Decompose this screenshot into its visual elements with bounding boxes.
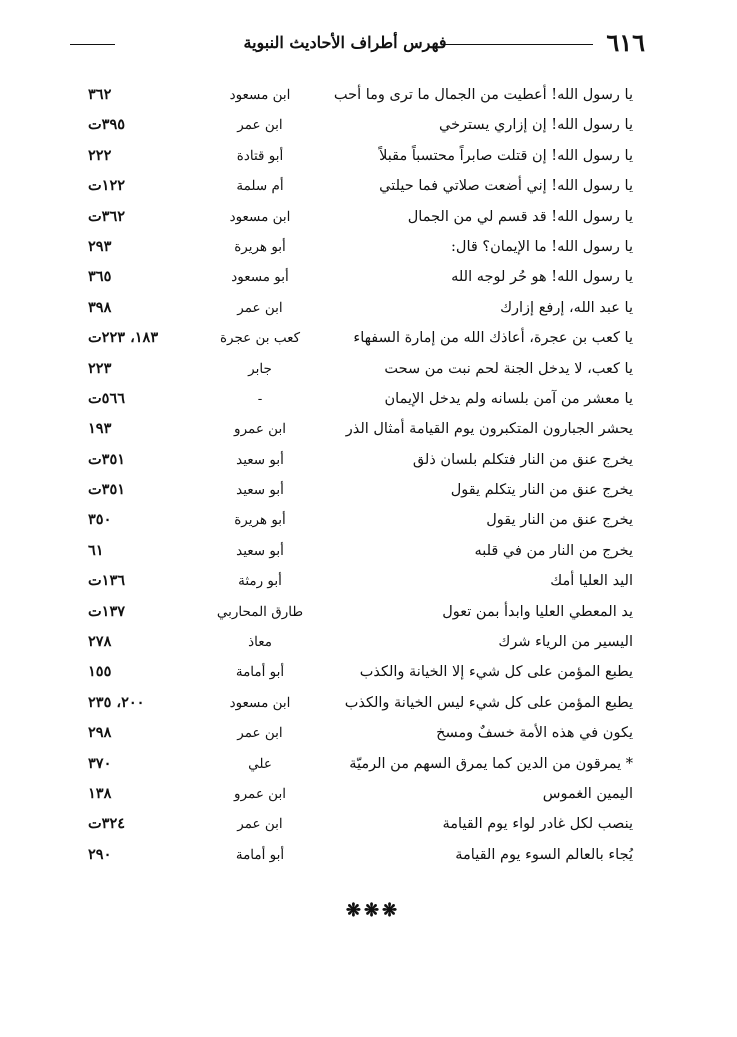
hadith-text: يا رسول الله! ما الإيمان؟ قال:	[451, 238, 633, 255]
hadith-text: يطبع المؤمن على كل شيء ليس الخيانة والكذب	[344, 694, 633, 711]
narrator-name: أبو هريرة	[234, 512, 286, 529]
page-reference: ٣٥١ت	[88, 481, 126, 499]
index-entry-row	[88, 840, 633, 870]
hadith-text: ينصب لكل غادر لواء يوم القيامة	[442, 816, 633, 833]
hadith-text: يا رسول الله! إن قتلت صابراً محتسباً مقبلاً	[379, 147, 633, 164]
hadith-text: يخرج من النار من في قلبه	[474, 542, 633, 559]
page-number: ٦١٦	[606, 28, 645, 57]
narrator-name: ابن عمرو	[234, 785, 286, 802]
index-entry-row	[88, 566, 633, 596]
narrator-name: أبو رمثة	[238, 573, 282, 590]
page-reference: ٣٢٤ت	[88, 815, 126, 833]
hadith-text: يخرج عنق من النار فتكلم بلسان ذلق	[412, 451, 633, 468]
narrator-name: علي	[248, 755, 272, 772]
hadith-text: يا كعب بن عجرة، أعاذك الله من إمارة السفهاء	[353, 330, 633, 347]
page-reference: ١٩٣	[88, 420, 112, 438]
hadith-index-list	[88, 80, 633, 870]
index-entry-row	[88, 232, 633, 262]
narrator-name: -	[257, 390, 263, 407]
hadith-text: يا عبد الله، إرفع إزارك	[500, 299, 633, 316]
page-reference: ٢٧٨	[88, 633, 112, 651]
hadith-text: يا رسول الله! أعطيت من الجمال ما ترى وما أحب	[333, 87, 633, 103]
index-entry-row	[88, 141, 633, 171]
index-entry-row	[88, 597, 633, 627]
hadith-text: يكون في هذه الأمة خسفٌ ومسخ	[436, 725, 633, 742]
hadith-text: يا رسول الله! هو حُر لوجه الله	[451, 269, 633, 286]
index-entry-row	[88, 262, 633, 292]
index-entry-row	[88, 384, 633, 414]
hadith-text: يا رسول الله! إن إزاري يسترخي	[438, 117, 633, 134]
header-rule-left	[70, 44, 115, 45]
index-entry-row	[88, 505, 633, 535]
narrator-name: معاذ	[248, 634, 272, 651]
hadith-text: يا رسول الله! إني أضعت صلاتي فما حيلتي	[379, 178, 633, 195]
page-reference: ٣٩٨	[88, 298, 112, 316]
section-end-ornament: ❋❋❋	[345, 900, 401, 921]
index-entry-row	[88, 475, 633, 505]
page-reference: ١٢٢ت	[88, 177, 126, 195]
page-reference: ٢٢٢	[88, 146, 112, 164]
page-reference: ١٣٧ت	[88, 602, 126, 620]
narrator-name: أبو سعيد	[236, 451, 284, 468]
index-entry-row	[88, 809, 633, 839]
hadith-text: يد المعطي العليا وابدأ بمن تعول	[442, 603, 633, 620]
page-header	[70, 28, 645, 62]
narrator-name: جابر	[248, 360, 272, 377]
page-reference: ٣٦٢	[88, 86, 112, 103]
page-reference: ٦١	[88, 541, 104, 559]
header-rule-right	[445, 44, 593, 45]
index-entry-row	[88, 536, 633, 566]
index-entry-row	[88, 688, 633, 718]
index-entry-row	[88, 80, 633, 110]
narrator-name: ابن عمر	[237, 117, 283, 134]
page-reference: ٣٩٥ت	[88, 116, 126, 134]
page-reference: ٥٦٦ت	[88, 389, 126, 407]
index-entry-row	[88, 110, 633, 140]
page-reference: ١٣٦ت	[88, 572, 126, 590]
index-entry-row	[88, 718, 633, 748]
index-entry-row	[88, 171, 633, 201]
index-entry-row	[88, 354, 633, 384]
hadith-text: اليسير من الرياء شرك	[498, 634, 633, 651]
narrator-name: ابن عمر	[237, 816, 283, 833]
narrator-name: أبو هريرة	[234, 238, 286, 255]
hadith-text: اليمين الغموس	[542, 785, 633, 802]
index-entry-row	[88, 414, 633, 444]
page-reference: ٣٥٠	[88, 511, 112, 529]
page-reference: ١٣٨	[88, 784, 112, 802]
narrator-name: أبو أمامة	[235, 664, 285, 681]
page-reference: ٢٩٨	[88, 724, 112, 742]
index-entry-row	[88, 749, 633, 779]
narrator-name: ابن مسعود	[229, 87, 291, 103]
page-reference: ٢٢٣	[88, 359, 112, 377]
index-entry-row	[88, 323, 633, 353]
narrator-name: أبو أمامة	[235, 846, 285, 863]
page-reference: ٣٦٢ت	[88, 207, 126, 225]
narrator-name: ابن مسعود	[229, 208, 291, 225]
narrator-name: أبو سعيد	[236, 482, 284, 499]
hadith-text: * يمرقون من الدين كما يمرق السهم من الرميّة	[349, 755, 633, 772]
narrator-name: ابن عمر	[237, 299, 283, 316]
hadith-text: يا رسول الله! قد قسم لي من الجمال	[407, 208, 633, 225]
index-entry-row	[88, 293, 633, 323]
running-title: فهرس أطراف الأحاديث النبوية	[243, 33, 447, 52]
page-reference: ١٨٣، ٢٢٣ت	[88, 329, 159, 347]
narrator-name: ابن عمر	[237, 725, 283, 742]
page-reference: ٣٦٥	[88, 268, 112, 286]
narrator-name: ابن عمرو	[234, 421, 286, 438]
page-reference: ٣٧٠	[88, 754, 112, 772]
index-entry-row	[88, 627, 633, 657]
hadith-text: يطبع المؤمن على كل شيء إلا الخيانة والكذب	[359, 664, 633, 681]
hadith-text: يا كعب، لا يدخل الجنة لحم نبت من سحت	[384, 360, 633, 377]
narrator-name: ابن مسعود	[229, 694, 291, 711]
page-reference: ٢٩٠	[88, 845, 112, 863]
index-entry-row	[88, 202, 633, 232]
hadith-text: يحشر الجبارون المتكبرون يوم القيامة أمثال الذر	[345, 421, 633, 438]
page-reference: ٢٠٠، ٢٣٥	[88, 693, 145, 711]
narrator-name: طارق المحاربي	[216, 603, 304, 620]
hadith-text: يخرج عنق من النار يتكلم يقول	[450, 482, 633, 499]
narrator-name: أبو قتادة	[236, 147, 284, 164]
page-reference: ٢٩٣	[88, 237, 112, 255]
hadith-text: اليد العليا أمك	[550, 573, 633, 590]
index-entry-row	[88, 779, 633, 809]
narrator-name: أم سلمة	[236, 178, 284, 195]
hadith-text: يُجاء بالعالم السوء يوم القيامة	[455, 846, 633, 863]
index-entry-row	[88, 445, 633, 475]
index-entry-row	[88, 657, 633, 687]
narrator-name: أبو مسعود	[231, 269, 289, 286]
narrator-name: أبو سعيد	[236, 542, 284, 559]
page-reference: ٣٥١ت	[88, 450, 126, 468]
hadith-text: يخرج عنق من النار يقول	[486, 512, 633, 529]
page-reference: ١٥٥	[88, 663, 112, 681]
narrator-name: كعب بن عجرة	[219, 330, 301, 347]
hadith-text: يا معشر من آمن بلسانه ولم يدخل الإيمان	[384, 390, 633, 407]
